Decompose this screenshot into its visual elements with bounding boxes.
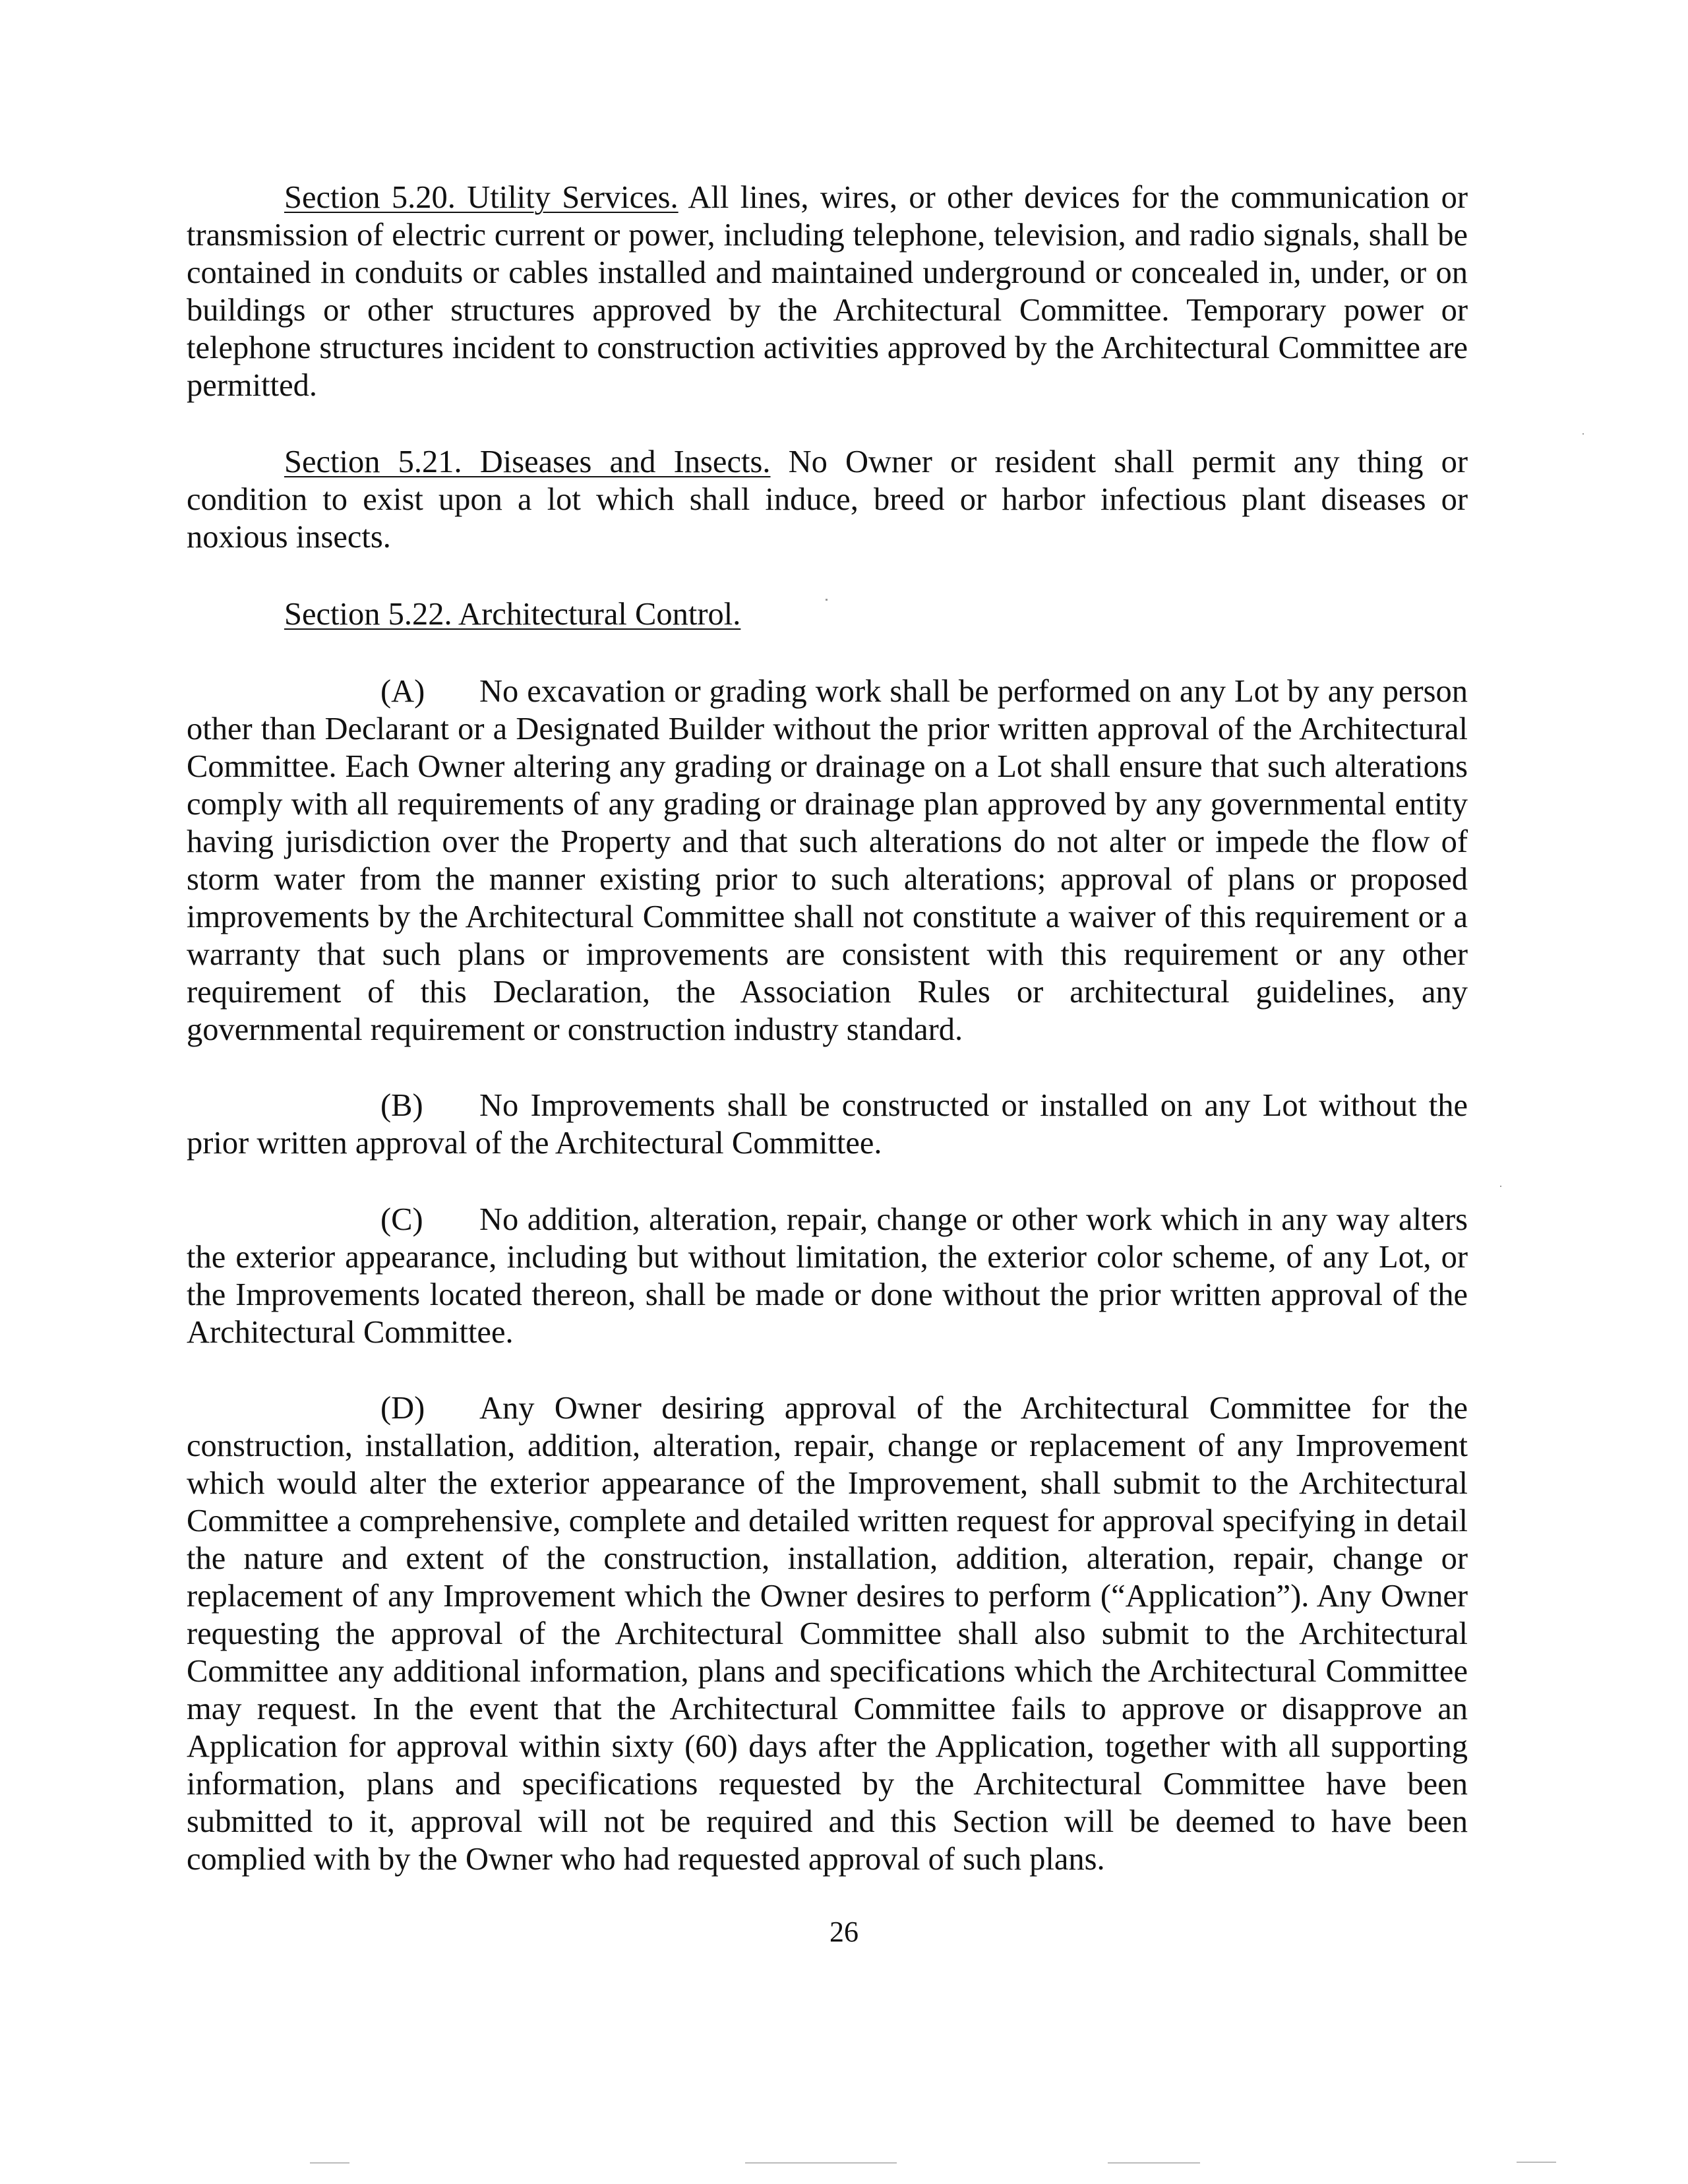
section-5-22-paragraph <box>187 595 1468 633</box>
subsection-d-paragraph <box>187 1389 1468 1878</box>
subsection-b-text: No Improvements shall be constructed or installed on any Lot without the prior written approval of the Architectural Committee. <box>187 1088 1468 1161</box>
subsection-c-paragraph <box>187 1201 1468 1351</box>
section-5-21-heading: Section 5.21. Diseases and Insects. <box>284 444 771 479</box>
page-number: 26 <box>829 1916 859 1948</box>
subsection-b-label: (B) <box>380 1088 423 1123</box>
subsection-c-text: No addition, alteration, repair, change or other work which in any way alters the exterior appearance, including but without limitation, the exterior color scheme, of any Lot, or the Improvements located thereon, shall be made or done without the prior written approval of the Architectural Committee. <box>187 1202 1468 1350</box>
subsection-a-text: No excavation or grading work shall be performed on any Lot by any person other than Declarant or a Designated Builder without the prior written approval of the Architectural Committee. Each Owner altering any grading or drainage on a Lot shall ensure that such alterations comply with all requirements of any grading or drainage plan approved by any governmental entity having jurisdiction over the Property and that such alterations do not alter or impede the flow of storm water from the manner existing prior to such alterations; approval of plans or proposed improvements by the Architectural Committee shall not constitute a waiver of this requirement or a warranty that such plans or improvements are consistent with this requirement or any other requirement of this Declaration, the Association Rules or architectural guidelines, any governmental requirement or construction industry standard. <box>187 674 1468 1047</box>
scan-speck <box>745 2162 897 2164</box>
scan-speck <box>826 599 828 601</box>
section-5-22-heading: Section 5.22. Architectural Control. <box>284 597 741 632</box>
scan-speck <box>1582 433 1584 435</box>
scan-speck <box>1108 2162 1200 2164</box>
section-5-21-text: No Owner or resident shall permit any thing or condition to exist upon a lot which shall induce, breed or harbor infectious plant diseases or noxious insects. <box>187 444 1468 555</box>
subsection-a-label: (A) <box>380 674 425 709</box>
subsection-c-label: (C) <box>380 1202 423 1237</box>
section-5-20-heading: Section 5.20. Utility Services. <box>284 180 678 215</box>
subsection-b-paragraph <box>187 1087 1468 1162</box>
subsection-a-paragraph <box>187 673 1468 1048</box>
section-5-21-paragraph <box>187 443 1468 556</box>
section-5-20-text: All lines, wires, or other devices for the communication or transmission of electric current or power, including telephone, television, and radio signals, shall be contained in conduits or cables installed and maintained underground or concealed in, under, or on buildings or other structures approved by the Architectural Committee. Temporary power or telephone structures incident to construction activities approved by the Architectural Committee are permitted. <box>187 180 1468 403</box>
section-5-20-paragraph <box>187 179 1468 404</box>
scan-speck <box>310 2162 349 2164</box>
subsection-d-label: (D) <box>380 1391 425 1426</box>
scan-speck <box>1500 1186 1501 1187</box>
subsection-d-text: Any Owner desiring approval of the Architectural Committee for the construction, installation, addition, alteration, repair, change or replacement of any Improvement which would alter the exterior appearance of the Improvement, shall submit to the Architectural Committee a comprehensive, complete and detailed written request for approval specifying in detail the nature and extent of the construction, installation, addition, alteration, repair, change or replacement of any Improvement which the Owner desires to perform (“Application”). Any Owner requesting the approval of the Architectural Committee shall also submit to the Architectural Committee any additional information, plans and specifications which the Architectural Committee may request. In the event that the Architectural Committee fails to approve or disapprove an Application for approval within sixty (60) days after the Application, together with all supporting information, plans and specifications requested by the Architectural Committee have been submitted to it, approval will not be required and this Section will be deemed to have been complied with by the Owner who had requested approval of such plans. <box>187 1391 1468 1877</box>
scan-speck <box>1517 2162 1556 2163</box>
